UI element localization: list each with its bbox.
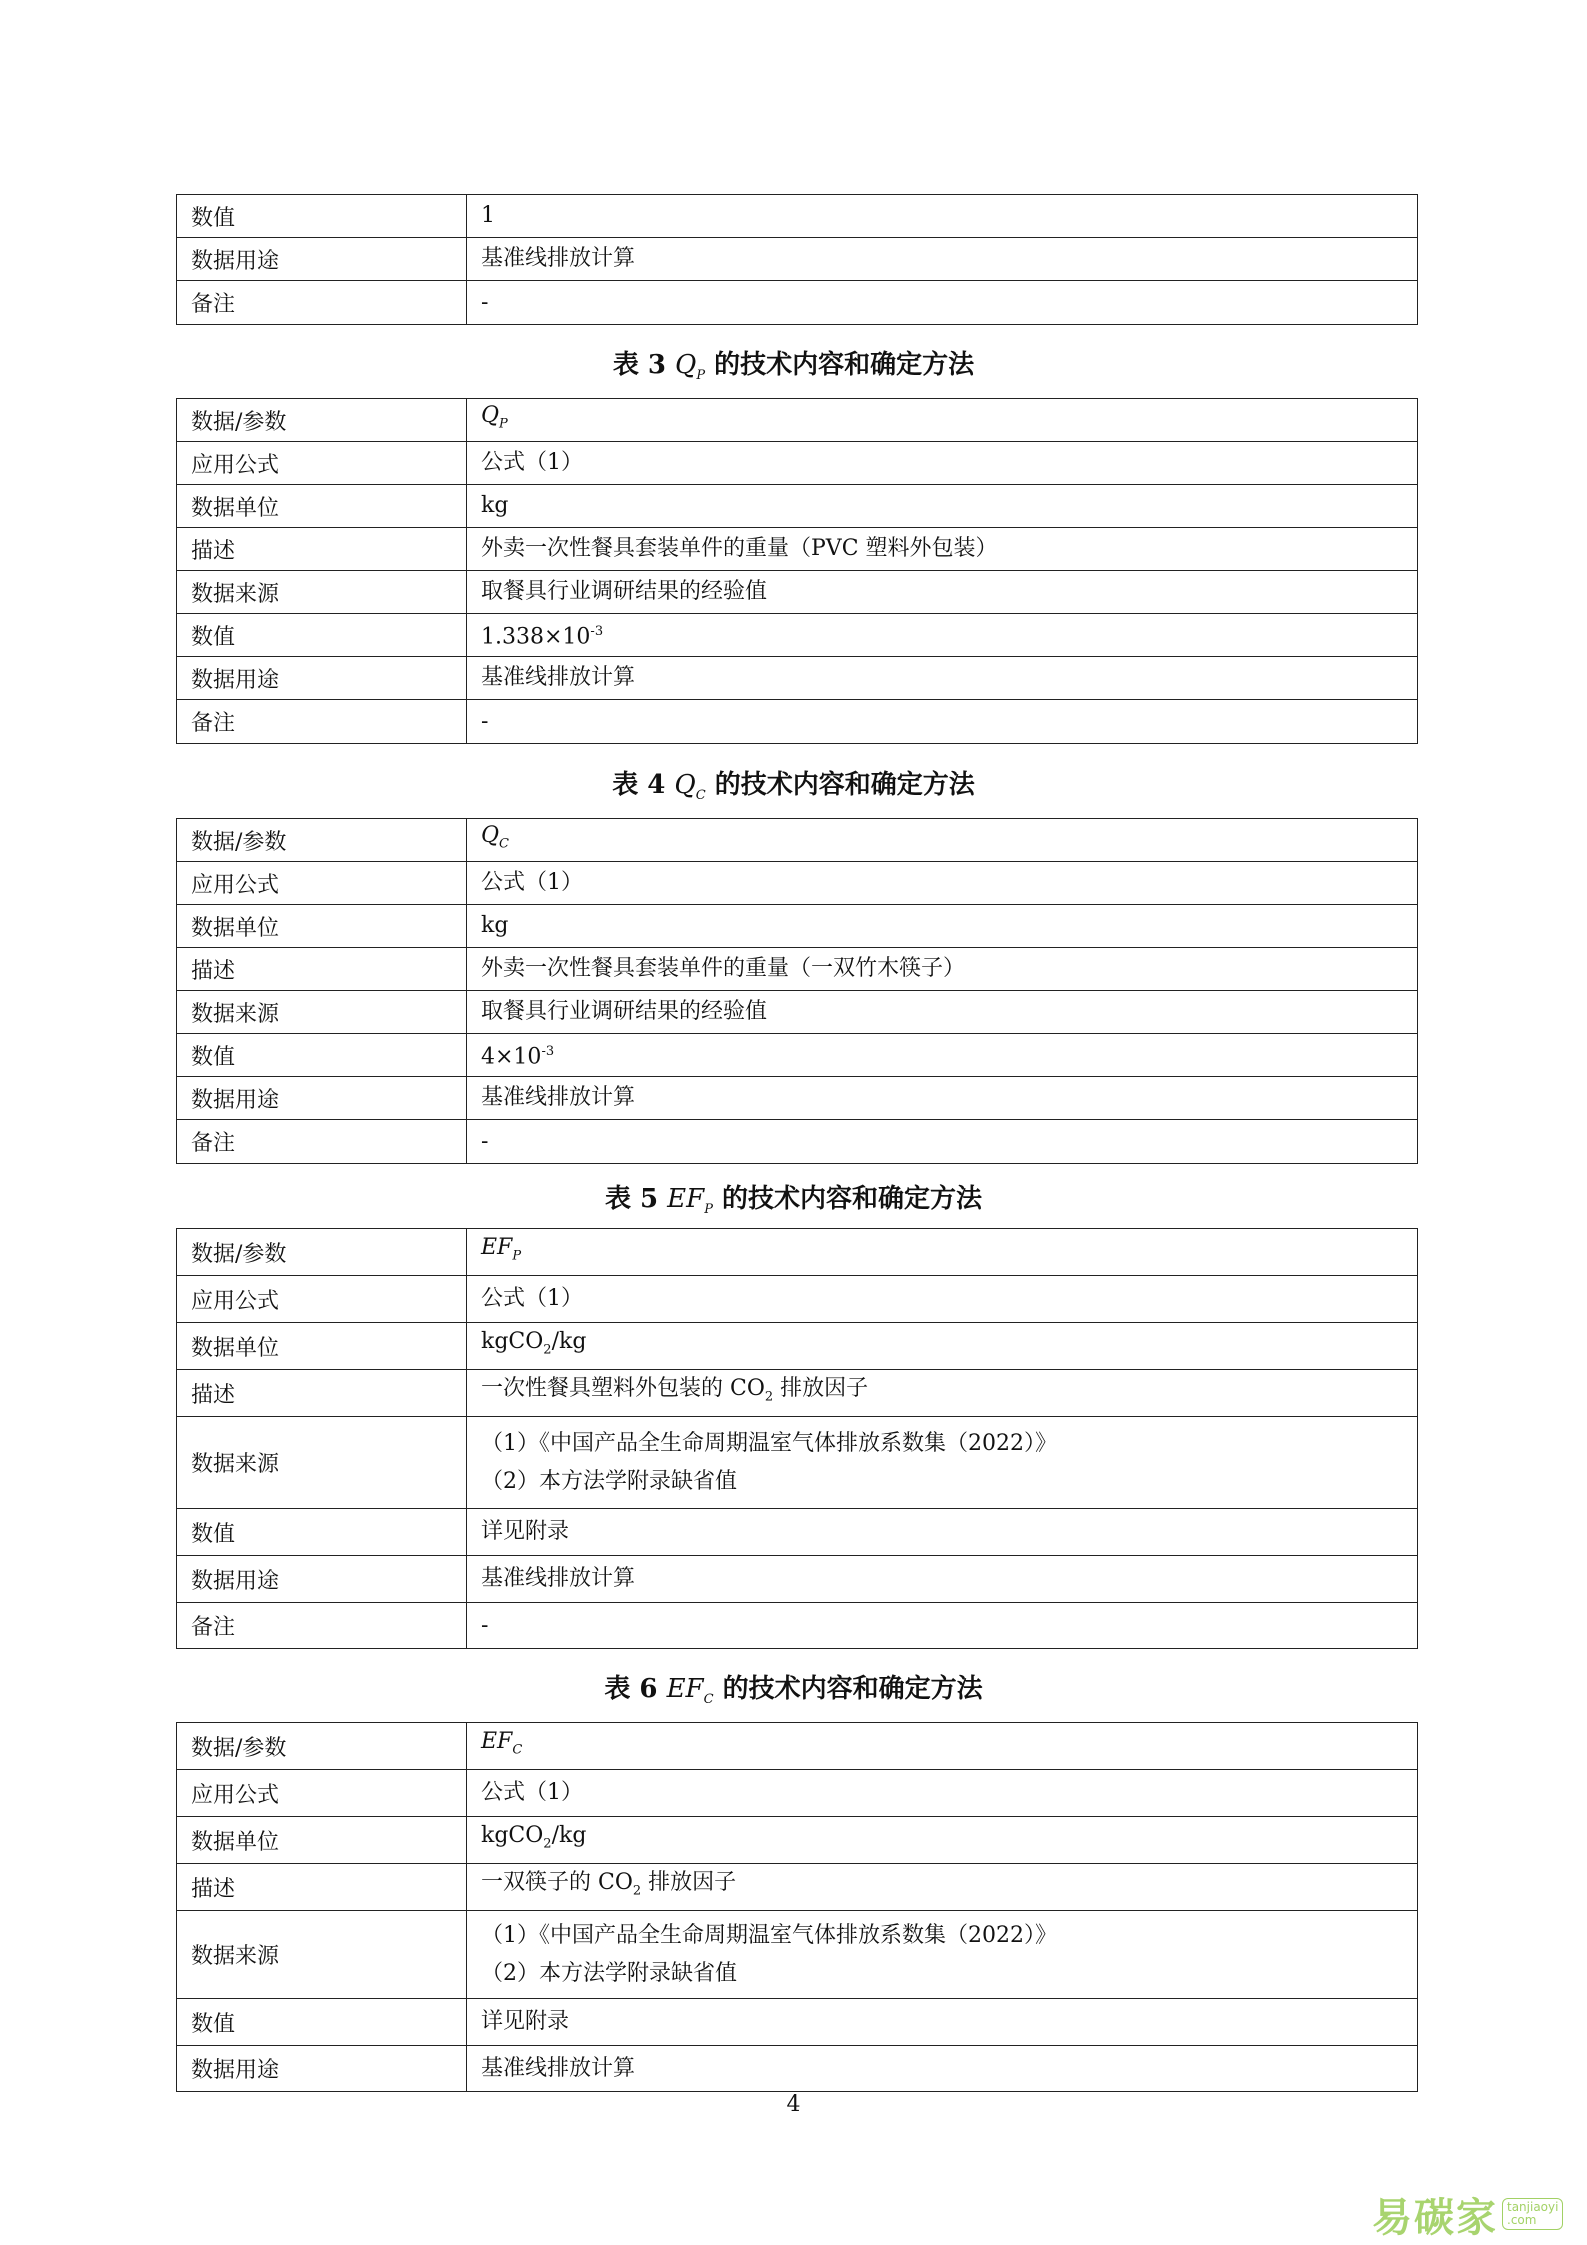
row-label: 数据用途 [177,2046,467,2091]
row-label: 数据来源 [177,1911,467,1998]
row-value: - [481,289,489,315]
watermark-logo [1372,2188,1582,2240]
table-row [177,1911,1417,1999]
table-row [177,1077,1417,1120]
row-label: 描述 [177,1864,467,1910]
table-row [177,1034,1417,1077]
row-value: 基准线排放计算 [481,2055,636,2081]
row-label: 数据来源 [177,991,467,1033]
row-label: 描述 [177,528,467,570]
table-row [177,862,1417,905]
row-value: 1 [481,203,495,228]
table-row [177,614,1417,657]
table-row [177,281,1417,324]
param-symbol: $EF_P$ [481,1234,522,1264]
row-value: 外卖一次性餐具套装单件的重量（一双竹木筷子） [481,956,966,981]
row-value: 基准线排放计算 [481,665,636,690]
row-value: 公式（1） [481,450,583,475]
table-row [177,1864,1417,1911]
row-value: （1）《中国产品全生命周期温室气体排放系数集（2022）》 （2）本方法学附录缺省值 [481,1922,1057,1986]
table-row [177,1817,1417,1864]
table3 [176,398,1418,744]
table-row [177,905,1417,948]
param-symbol: $EF_C$ [481,1728,523,1758]
row-value: 详见附录 [481,2009,570,2034]
table-row [177,1770,1417,1817]
row-label: 数据单位 [177,905,467,947]
row-value: 一次性餐具塑料外包装的 $CO_2$ 排放因子 [481,1375,869,1405]
row-label: 数据单位 [177,1323,467,1369]
row-value: 公式（1） [481,1780,583,1805]
row-label: 描述 [177,1370,467,1416]
table-row [177,1370,1417,1417]
row-label: 数据用途 [177,238,467,280]
row-label: 数值 [177,1034,467,1076]
row-value: 公式（1） [481,1286,583,1311]
table-row [177,948,1417,991]
table-row [177,1120,1417,1163]
row-value: 取餐具行业调研结果的经验值 [481,999,768,1024]
table4-caption: 表 4 $Q_C$ 的技术内容和确定方法 [612,770,975,804]
table-row [177,991,1417,1034]
table-row [177,195,1417,238]
table-row [177,2046,1417,2091]
row-label: 应用公式 [177,1770,467,1816]
row-label: 备注 [177,1120,467,1163]
row-value: 取餐具行业调研结果的经验值 [481,579,768,604]
row-label: 备注 [177,1603,467,1648]
row-label: 描述 [177,948,467,990]
param-symbol: $Q_P$ [481,402,508,432]
table-row [177,238,1417,281]
row-label: 应用公式 [177,862,467,904]
table-row [177,399,1417,442]
table6 [176,1722,1418,2092]
row-label: 数据/参数 [177,819,467,861]
row-value: 基准线排放计算 [481,1566,636,1591]
table-row [177,700,1417,743]
table5 [176,1228,1418,1649]
table-row [177,485,1417,528]
row-value: 基准线排放计算 [481,1085,636,1110]
row-label: 数据单位 [177,1817,467,1863]
table-row [177,571,1417,614]
table6-caption: 表 6 $EF_C$ 的技术内容和确定方法 [604,1674,983,1708]
table5-caption: 表 5 $EF_P$ 的技术内容和确定方法 [604,1184,983,1218]
row-value: 外卖一次性餐具套装单件的重量（PVC 塑料外包装） [481,536,998,561]
row-label: 数值 [177,614,467,656]
row-label: 数值 [177,1999,467,2045]
row-label: 应用公式 [177,1276,467,1322]
table-row [177,1323,1417,1370]
row-value: （1）《中国产品全生命周期温室气体排放系数集（2022）》 （2）本方法学附录缺省值 [481,1430,1057,1494]
table-row [177,1229,1417,1276]
table3-caption: 表 3 $Q_P$ 的技术内容和确定方法 [612,350,975,384]
table-row [177,1417,1417,1509]
row-value: - [481,1128,489,1154]
row-value: kgCO$_2$/kg [481,1822,587,1852]
table-row [177,528,1417,571]
param-symbol: $Q_C$ [481,822,509,852]
table-row [177,1509,1417,1556]
row-label: 数据用途 [177,657,467,699]
row-label: 数据单位 [177,485,467,527]
row-label: 数据来源 [177,571,467,613]
row-label: 数据/参数 [177,399,467,441]
row-value: 基准线排放计算 [481,246,636,271]
row-value: 详见附录 [481,1519,570,1544]
watermark-domain: tanjiaoyi .com [1502,2198,1563,2230]
table-row [177,657,1417,700]
row-label: 数据用途 [177,1556,467,1602]
row-value: - [481,1612,489,1638]
table-row [177,442,1417,485]
row-label: 备注 [177,281,467,324]
row-value: - [481,708,489,734]
row-label: 数据/参数 [177,1229,467,1275]
row-value: $1.338\times 10^{-3}$ [481,624,604,650]
row-label: 应用公式 [177,442,467,484]
row-label: 备注 [177,700,467,743]
row-label: 数值 [177,1509,467,1555]
row-value: kg [481,493,509,518]
table-row [177,1603,1417,1648]
page-number: 4 [786,2092,801,2117]
row-label: 数据来源 [177,1417,467,1508]
row-value: $4\times 10^{-3}$ [481,1044,555,1070]
table-row [177,1276,1417,1323]
table-row [177,1999,1417,2046]
row-value: kg [481,913,509,938]
table4 [176,818,1418,1164]
table-row [177,1556,1417,1603]
row-label: 数据/参数 [177,1723,467,1769]
row-label: 数据用途 [177,1077,467,1119]
row-label: 数值 [177,195,467,237]
watermark-logo-text: 易碳家 [1372,2194,1498,2241]
row-value: 一双筷子的 $CO_2$ 排放因子 [481,1869,737,1899]
row-value: 公式（1） [481,870,583,895]
table-row [177,819,1417,862]
table-row [177,1723,1417,1770]
row-value: kgCO$_2$/kg [481,1328,587,1358]
table-top [176,194,1418,325]
